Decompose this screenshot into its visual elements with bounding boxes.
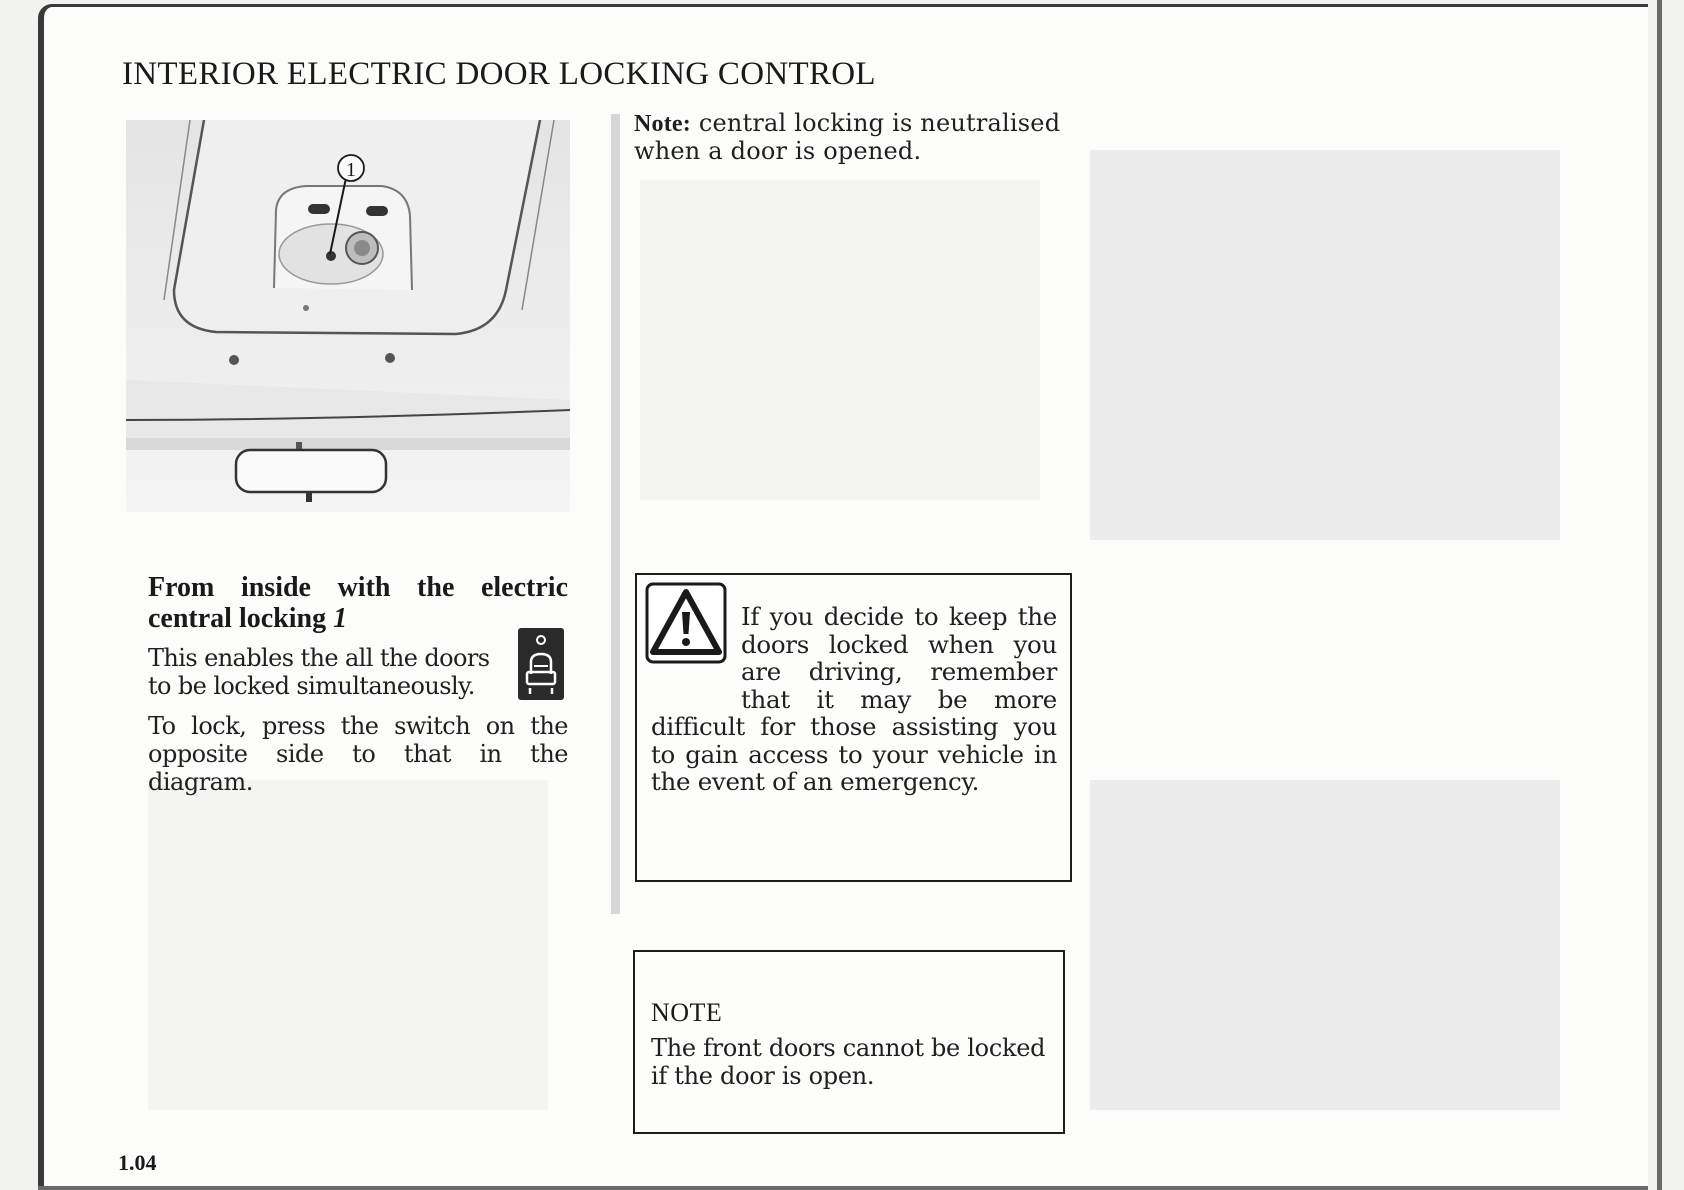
warning-text: If you decide to keep the doors locked when you are driving, remember that it may be more difficult for those assisting you to gain access to your vehicle in the event of an emergency. [651, 602, 1057, 796]
central-locking-icon [518, 628, 564, 700]
note-box-text: The front doors cannot be locked if the door is open. [651, 1034, 1046, 1090]
show-through-block [1090, 780, 1560, 1110]
enables-paragraph: This enables the all the doors to be locked simultaneously. [148, 644, 490, 700]
column-divider [611, 114, 620, 914]
note-text: central locking is neutralised when a door is opened. [634, 109, 1061, 165]
section-heading-number: 1 [333, 603, 348, 634]
warning-paragraph [651, 603, 1057, 796]
page-number: 1.04 [118, 1150, 157, 1175]
note-label: Note: [634, 111, 691, 137]
note-box [633, 950, 1065, 1134]
warning-box [635, 573, 1072, 882]
overhead-console-photo [126, 120, 570, 512]
note-box-title: NOTE [651, 998, 723, 1027]
section-heading [148, 572, 568, 634]
section-heading-text: From inside with the electric central locking [148, 572, 568, 634]
show-through-block [148, 780, 548, 1110]
photo-callout-label: 1 [346, 159, 356, 181]
show-through-block [640, 180, 1040, 500]
lock-instruction-paragraph: To lock, press the switch on the opposite side to that in the diagram. [148, 712, 568, 796]
page-title: INTERIOR ELECTRIC DOOR LOCKING CONTROL [122, 56, 876, 92]
show-through-block [1090, 150, 1560, 540]
page-edge-right [1657, 0, 1662, 1190]
warning-icon-space [651, 603, 741, 711]
page-edge-bottom [38, 1186, 1648, 1190]
note-paragraph [634, 110, 1064, 165]
